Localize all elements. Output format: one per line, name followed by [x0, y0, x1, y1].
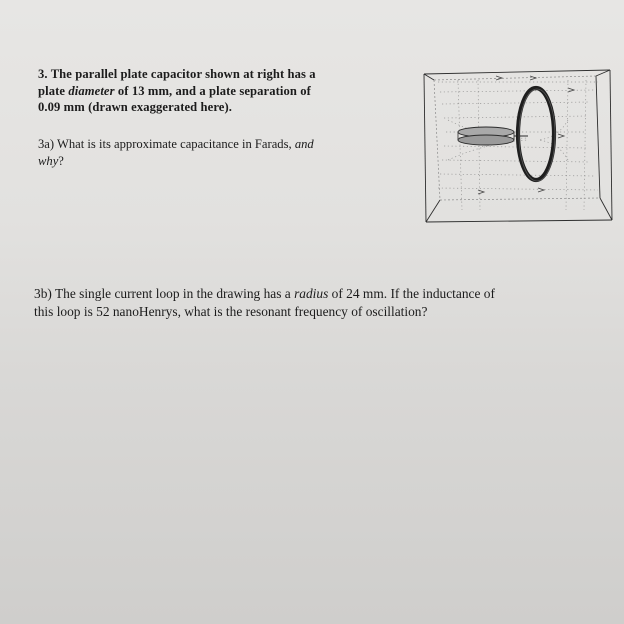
capacitor-loop-figure: [418, 60, 614, 230]
emphasis-and: and: [294, 137, 314, 151]
question-3-number: 3.: [38, 67, 48, 81]
emphasis-diameter: diameter: [68, 83, 115, 98]
question-3a-line-1: 3a) What is its approximate capacitance in Farads, and: [38, 137, 314, 151]
question-3b: [34, 285, 614, 320]
question-3-line-1: 3. The parallel plate capacitor shown at right has a: [38, 67, 316, 81]
question-3b-line-1: 3b) The single current loop in the drawing has a radius of 24 mm. If the inductance of: [34, 286, 495, 301]
question-3b-line-2: this loop is 52 nanoHenrys, what is the resonant frequency of oscillation?: [34, 303, 428, 319]
question-3-line-2: plate diameter of 13 mm, and a plate separation of: [38, 83, 311, 98]
emphasis-radius: radius: [294, 286, 329, 301]
question-3-line-3: 0.09 mm (drawn exaggerated here).: [38, 100, 233, 114]
question-3-intro: [38, 66, 400, 116]
current-loop: [518, 88, 555, 181]
question-3a-line-2: why?: [38, 153, 64, 168]
question-3a: [38, 136, 400, 169]
emphasis-why: why: [38, 153, 59, 168]
